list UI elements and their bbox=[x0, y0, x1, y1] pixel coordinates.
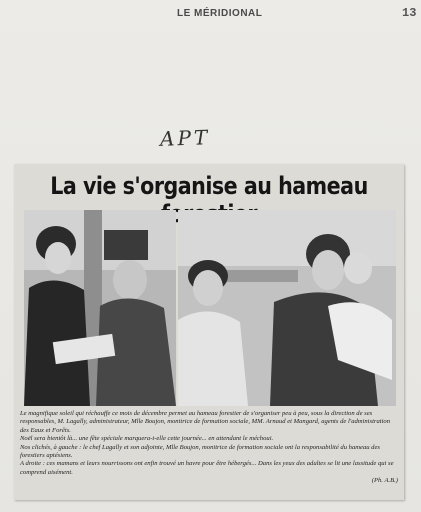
photo-right-mothers-infants bbox=[178, 210, 396, 406]
newspaper-clipping bbox=[14, 164, 404, 500]
article-headline: La vie s'organise au hameau bbox=[50, 172, 368, 200]
photo-right-image bbox=[178, 210, 396, 406]
photo-credit: (Ph. A.B.) bbox=[371, 477, 398, 485]
caption-line: Le magnifique soleil qui réchauffe ce mois de décembre permet au hameau forestier de s'organiser peu à peu, sous la direction de ses responsables, M. Lagally, administrateur, Mlle Boujon, monitrice de formation sociale, MM. Arnaud et Mangard, agents de l'administration des Eaux et Forêts. bbox=[20, 410, 391, 434]
page-number: 13 bbox=[402, 6, 417, 20]
handwritten-annotation: APT bbox=[159, 125, 211, 151]
caption-line: A droite : ces mamans et leurs nourrissons ont enfin trouvé un havre pour être hébergés... Dans les yeux des adultes se lit une lassitude qui se comprend aisément. bbox=[20, 460, 394, 476]
photo-left-officials bbox=[24, 210, 176, 406]
photo-left-image bbox=[24, 210, 176, 406]
caption-line: Nos clichés, à gauche : le chef Lagally et son adjointe, Mlle Boujon, monitrice de formation sociale ont la responsabilité du hameau des forestiers aptésiens. bbox=[20, 443, 380, 460]
newspaper-masthead: LE MÉRIDIONAL bbox=[177, 8, 263, 19]
caption-line: Noël sera bientôt là... une fête spéciale marquera-t-elle cette journée... en attendant le méchoui. bbox=[20, 435, 274, 443]
article-caption bbox=[20, 410, 398, 486]
